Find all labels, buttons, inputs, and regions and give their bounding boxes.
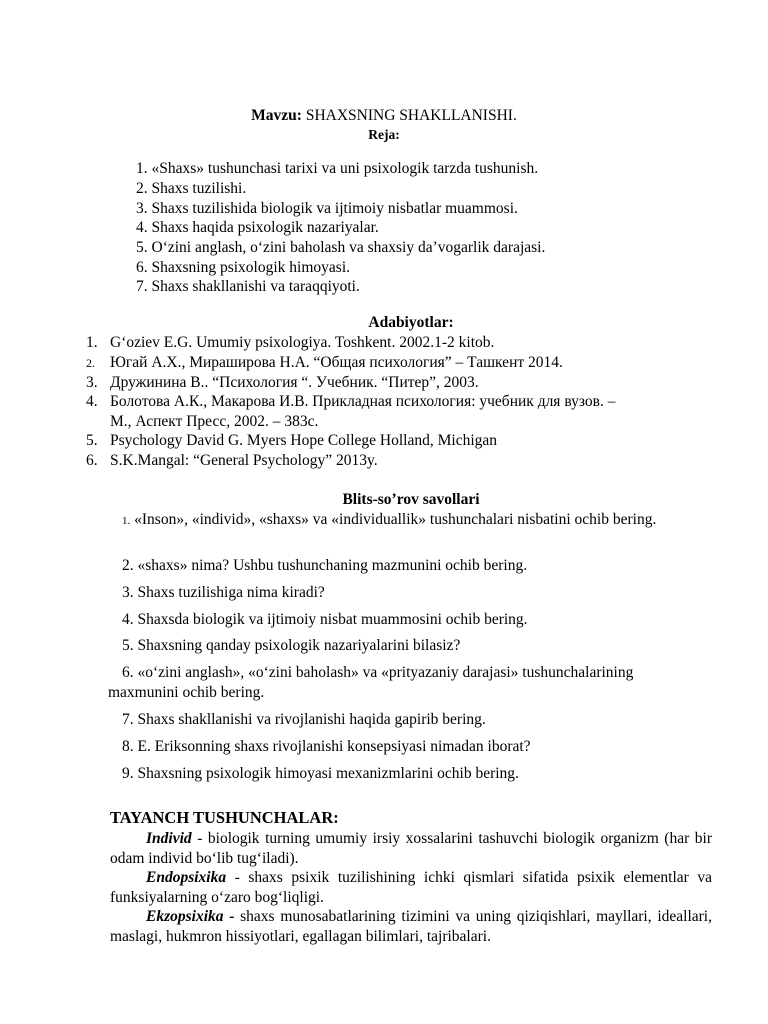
question-3: 3. Shaxs tuzilishiga nima kiradi? xyxy=(122,584,325,601)
literature-text: Болотова А.К., Макарова И.В. Прикладная психология: учебник для вузов. – xyxy=(110,393,616,410)
literature-text: М., Аспект Пресс, 2002. – 383с. xyxy=(110,413,319,430)
question-8: 8. E. Eriksonning shaxs rivojlanishi konsepsiyasi nimadan iborat? xyxy=(122,738,531,755)
plan-heading: Reja: xyxy=(368,127,400,142)
plan-item: 4. Shaxs haqida psixologik nazariyalar. xyxy=(136,219,379,236)
question-6: 6. «o‘zini anglash», «o‘zini baholash» va «prityazaniy darajasi» tushunchalarining maxmunini ochib bering. xyxy=(108,664,634,701)
definition-sep: - xyxy=(191,830,208,847)
definition-text: biologik turning umumiy irsiy xossalarini tashuvchi biologik organizm (har bir odam individ bo‘lib tug‘iladi). xyxy=(110,830,712,867)
plan-item: 1. «Shaxs» tushunchasi tarixi va uni psixologik tarzda tushunish. xyxy=(136,160,539,177)
question-7: 7. Shaxs shakllanishi va rivojlanishi haqida gapirib bering. xyxy=(122,711,486,728)
literature-heading: Adabiyotlar: xyxy=(368,314,454,331)
literature-text: Дружинина В.. “Психология “. Учебник. “Питер”, 2003. xyxy=(110,374,479,391)
question-1 xyxy=(108,510,688,532)
literature-item xyxy=(86,373,479,393)
question-5: 5. Shaxsning qanday psixologik nazariyalarini bilasiz? xyxy=(122,637,461,654)
definition-term: Individ xyxy=(146,830,192,847)
question-4: 4. Shaxsda biologik va ijtimoiy nisbat muammosini ochib bering. xyxy=(122,611,528,628)
title-prefix: Mavzu: xyxy=(251,107,302,124)
definition-individ xyxy=(110,829,712,868)
plan-item: 2. Shaxs tuzilishi. xyxy=(136,180,247,197)
blits-heading: Blits-so’rov savollari xyxy=(342,491,480,508)
literature-item xyxy=(86,451,378,471)
literature-item xyxy=(86,431,497,451)
literature-num: 3. xyxy=(86,374,98,391)
question-2: 2. «shaxs» nima? Ushbu tushunchaning mazmunini ochib bering. xyxy=(122,557,528,574)
literature-num: 2. xyxy=(86,356,95,370)
definition-text: shaxs munosabatlarining tizimini va uning qiziqishlari, mayllari, ideallari, maslagi, hukmron hissiyotlari, egallagan bilimlari, tajribalari. xyxy=(110,908,712,945)
definition-endopsixika xyxy=(110,868,712,907)
plan-item: 5. O‘zini anglash, o‘zini baholash va shaxsiy da’vogarlik darajasi. xyxy=(136,239,546,256)
literature-num: 1. xyxy=(86,334,98,351)
question-1-text: «Inson», «individ», «shaxs» va «individuallik» tushunchalari nisbatini ochib bering. xyxy=(134,511,657,528)
document-title xyxy=(0,106,768,126)
definition-term: Ekzopsixika - xyxy=(146,908,235,925)
literature-text: S.K.Mangal: “General Psychology” 2013y. xyxy=(110,452,378,469)
key-concepts-heading: TAYANCH TUSHUNCHALAR: xyxy=(110,808,339,827)
plan-item: 6. Shaxsning psixologik himoyasi. xyxy=(136,259,350,276)
literature-item xyxy=(86,412,318,432)
question-9: 9. Shaxsning psixologik himoyasi mexanizmlarini ochib bering. xyxy=(122,765,519,782)
question-1-num: 1. xyxy=(122,515,131,527)
literature-item xyxy=(86,353,563,374)
title-main: SHAXSNING SHAKLLANISHI. xyxy=(305,107,517,124)
literature-num: 5. xyxy=(86,432,98,449)
literature-item xyxy=(86,333,494,353)
definition-text: shaxs psixik tuzilishining ichki qismlari sifatida psixik elementlar va funksiyalarning o‘zaro bog‘liqligi. xyxy=(110,869,712,906)
literature-text: Psychology David G. Myers Hope College Holland, Michigan xyxy=(110,432,498,449)
literature-num: 4. xyxy=(86,393,98,410)
literature-item xyxy=(86,392,615,412)
literature-text: Югай А.Х., Мираширова Н.А. “Общая психология” – Ташкент 2014. xyxy=(110,354,563,371)
definition-sep: - xyxy=(226,869,249,886)
literature-text: G‘oziev E.G. Umumiy psixologiya. Toshkent. 2002.1-2 kitob. xyxy=(110,334,495,351)
plan-item: 3. Shaxs tuzilishida biologik va ijtimoiy nisbatlar muammosi. xyxy=(136,200,518,217)
plan-item: 7. Shaxs shakllanishi va taraqqiyoti. xyxy=(136,278,360,295)
literature-num: 6. xyxy=(86,452,98,469)
definition-ekzopsixika xyxy=(110,907,712,946)
definition-term: Endopsixika xyxy=(146,869,227,886)
